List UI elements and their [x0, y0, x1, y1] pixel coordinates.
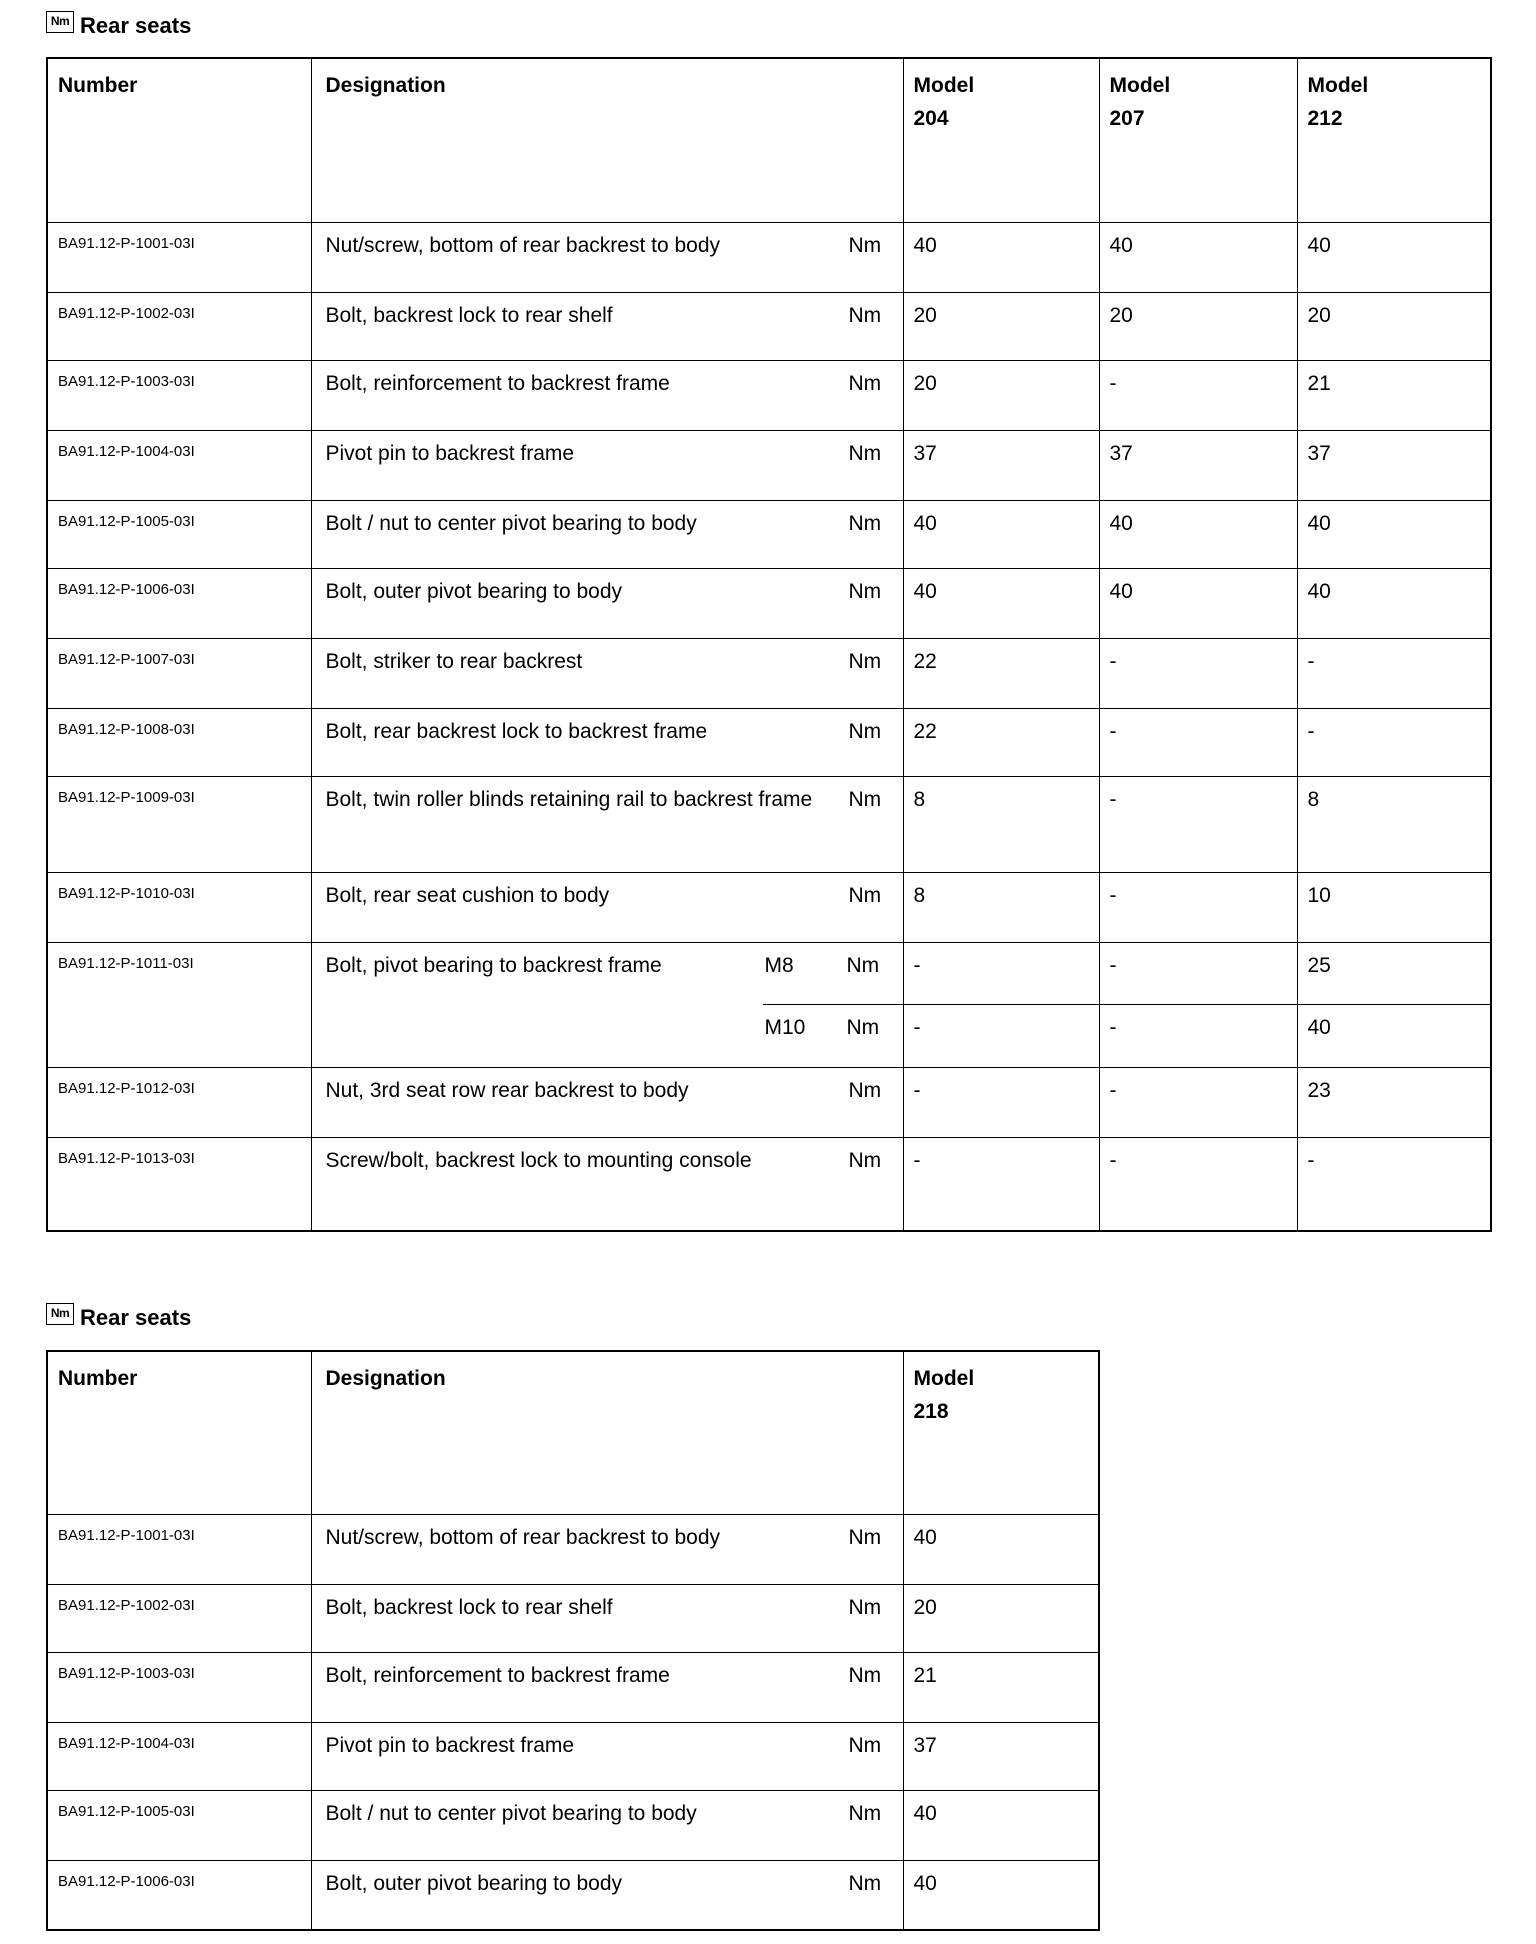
- designation-text: Bolt / nut to center pivot bearing to body: [325, 511, 697, 535]
- unit-label: Nm: [848, 579, 882, 603]
- torque-value: 10: [1297, 872, 1491, 942]
- designation-text: Bolt, rear seat cushion to body: [325, 883, 610, 907]
- torque-table-1: [46, 57, 1492, 1232]
- torque-value-cell: [1297, 942, 1491, 1067]
- section-2-title: [46, 1302, 191, 1334]
- table-row: [47, 1790, 1099, 1860]
- torque-value: -: [1099, 776, 1297, 872]
- torque-value: 20: [1099, 292, 1297, 360]
- designation-wrap: [312, 1515, 903, 1558]
- part-number: BA91.12-P-1003-03I: [47, 1652, 311, 1722]
- part-number: BA91.12-P-1012-03I: [47, 1067, 311, 1137]
- torque-table-2: [46, 1350, 1100, 1931]
- thread-size-row: [763, 1005, 903, 1067]
- torque-value: -: [913, 1015, 921, 1039]
- designation-wrap: [312, 1138, 903, 1181]
- torque-value: 37: [1297, 430, 1491, 500]
- torque-value: -: [1099, 708, 1297, 776]
- torque-value: 20: [903, 1584, 1099, 1652]
- designation-wrap: [312, 361, 903, 404]
- designation-cell: [311, 430, 903, 500]
- unit-label: Nm: [848, 233, 882, 257]
- unit-label: Nm: [848, 719, 882, 743]
- designation-cell: [311, 942, 903, 1067]
- designation-wrap: [312, 569, 903, 612]
- designation-text: Bolt, reinforcement to backrest frame: [325, 1663, 670, 1687]
- part-number: BA91.12-P-1011-03I: [47, 942, 311, 1067]
- part-number: BA91.12-P-1001-03I: [47, 222, 311, 292]
- designation-text: Nut/screw, bottom of rear backrest to body: [325, 233, 721, 257]
- torque-nm-icon: Nm: [46, 1303, 74, 1325]
- designation-text: Screw/bolt, backrest lock to mounting console: [325, 1148, 752, 1172]
- header-designation: Designation: [311, 1351, 903, 1514]
- designation-wrap: [312, 873, 903, 916]
- torque-value: -: [1099, 1137, 1297, 1231]
- designation-text: Bolt, backrest lock to rear shelf: [325, 303, 613, 327]
- table-row: [47, 1722, 1099, 1790]
- designation-wrap: [312, 1068, 903, 1111]
- torque-value: 20: [903, 292, 1099, 360]
- header-model-218: Model 218: [903, 1351, 1099, 1514]
- unit-label: Nm: [846, 953, 880, 977]
- part-number: BA91.12-P-1001-03I: [47, 1514, 311, 1584]
- unit-label: Nm: [848, 1525, 882, 1549]
- table-row: [47, 292, 1491, 360]
- unit-label: Nm: [848, 441, 882, 465]
- unit-label: Nm: [848, 787, 882, 811]
- designation-text: Pivot pin to backrest frame: [325, 441, 575, 465]
- designation-wrap: [312, 1861, 903, 1904]
- torque-value: 40: [1297, 568, 1491, 638]
- part-number: BA91.12-P-1002-03I: [47, 1584, 311, 1652]
- torque-value: -: [1099, 360, 1297, 430]
- designation-text: Bolt, backrest lock to rear shelf: [325, 1595, 613, 1619]
- section-1-title-text: Rear seats: [80, 13, 192, 38]
- designation-wrap: [312, 777, 903, 820]
- torque-value: 40: [903, 1790, 1099, 1860]
- designation-wrap: [312, 1723, 903, 1766]
- designation-cell: [311, 222, 903, 292]
- torque-value: 8: [903, 872, 1099, 942]
- designation-cell: [311, 1722, 903, 1790]
- torque-value: 37: [903, 1722, 1099, 1790]
- designation-wrap: [312, 639, 903, 682]
- designation-cell: [311, 1137, 903, 1231]
- torque-value: 40: [903, 568, 1099, 638]
- designation-text: Bolt, striker to rear backrest: [325, 649, 583, 673]
- designation-cell: [311, 872, 903, 942]
- designation-wrap: [312, 431, 903, 474]
- torque-value: 40: [1297, 222, 1491, 292]
- torque-value: 8: [1297, 776, 1491, 872]
- torque-value-split: [1100, 943, 1297, 1067]
- torque-value-cell: [903, 942, 1099, 1067]
- torque-value: 40: [903, 500, 1099, 568]
- torque-value-split: [1298, 943, 1491, 1067]
- unit-label: Nm: [848, 1733, 882, 1757]
- header-number: Number: [47, 1351, 311, 1514]
- torque-value: 40: [903, 1860, 1099, 1930]
- table-row: [47, 222, 1491, 292]
- torque-value: -: [1297, 1137, 1491, 1231]
- torque-value: -: [1099, 1067, 1297, 1137]
- unit-label: Nm: [848, 1148, 882, 1172]
- torque-value-cell: [1099, 942, 1297, 1067]
- thread-size-row: [763, 943, 903, 1005]
- designation-cell: [311, 776, 903, 872]
- designation-cell: [311, 1067, 903, 1137]
- designation-cell: [311, 1514, 903, 1584]
- part-number: BA91.12-P-1004-03I: [47, 430, 311, 500]
- part-number: BA91.12-P-1003-03I: [47, 360, 311, 430]
- unit-label: Nm: [848, 883, 882, 907]
- torque-value: -: [1109, 1015, 1117, 1039]
- torque-value: 37: [903, 430, 1099, 500]
- designation-cell: [311, 1790, 903, 1860]
- torque-value: -: [1099, 638, 1297, 708]
- designation-cell: [311, 568, 903, 638]
- designation-wrap: [312, 1791, 903, 1834]
- unit-label: Nm: [846, 1015, 880, 1039]
- section-2-title-text: Rear seats: [80, 1305, 192, 1330]
- designation-cell: [311, 292, 903, 360]
- section-1-title: [46, 10, 191, 42]
- part-number: BA91.12-P-1005-03I: [47, 500, 311, 568]
- torque-value: 21: [903, 1652, 1099, 1722]
- torque-value: -: [1297, 708, 1491, 776]
- part-number: BA91.12-P-1010-03I: [47, 872, 311, 942]
- designation-cell: [311, 638, 903, 708]
- table-row: [47, 1584, 1099, 1652]
- torque-value: 22: [903, 638, 1099, 708]
- header-number: Number: [47, 58, 311, 222]
- unit-label: Nm: [848, 1663, 882, 1687]
- torque-value: 21: [1297, 360, 1491, 430]
- header-designation: Designation: [311, 58, 903, 222]
- table-row-split: [47, 942, 1491, 1067]
- designation-text: Bolt / nut to center pivot bearing to body: [325, 1801, 697, 1825]
- designation-wrap: [312, 943, 903, 1067]
- torque-value: -: [904, 943, 1099, 1005]
- torque-value: 40: [1297, 500, 1491, 568]
- table-row: [47, 708, 1491, 776]
- torque-value: 20: [903, 360, 1099, 430]
- table-row: [47, 1137, 1491, 1231]
- designation-text: Bolt, rear backrest lock to backrest frame: [325, 719, 708, 743]
- designation-cell: [311, 1584, 903, 1652]
- table-row: [47, 872, 1491, 942]
- designation-wrap: [312, 1585, 903, 1628]
- torque-value: 8: [903, 776, 1099, 872]
- torque-nm-icon: Nm: [46, 11, 74, 33]
- table-row: [47, 360, 1491, 430]
- part-number: BA91.12-P-1002-03I: [47, 292, 311, 360]
- designation-text: Bolt, outer pivot bearing to body: [325, 579, 623, 603]
- torque-value: -: [1100, 943, 1297, 1005]
- part-number: BA91.12-P-1013-03I: [47, 1137, 311, 1231]
- unit-label: Nm: [848, 1871, 882, 1895]
- torque-value: 20: [1297, 292, 1491, 360]
- part-number: BA91.12-P-1006-03I: [47, 1860, 311, 1930]
- torque-value: -: [1297, 638, 1491, 708]
- torque-value: 40: [1307, 1015, 1331, 1039]
- torque-value: 40: [1099, 568, 1297, 638]
- thread-size-list: [763, 943, 903, 1067]
- torque-value: -: [1099, 872, 1297, 942]
- thread-size: M10: [764, 1015, 806, 1039]
- part-number: BA91.12-P-1005-03I: [47, 1790, 311, 1860]
- designation-wrap: [312, 1653, 903, 1696]
- unit-label: Nm: [848, 371, 882, 395]
- table-row: [47, 1652, 1099, 1722]
- designation-wrap: [312, 293, 903, 336]
- designation-text: Bolt, outer pivot bearing to body: [325, 1871, 623, 1895]
- table-row: [47, 1514, 1099, 1584]
- header-model-212: Model 212: [1297, 58, 1491, 222]
- unit-label: Nm: [848, 1078, 882, 1102]
- torque-value: -: [903, 1137, 1099, 1231]
- table-row: [47, 638, 1491, 708]
- designation-text: Bolt, pivot bearing to backrest frame: [325, 953, 662, 977]
- designation-wrap: [312, 709, 903, 752]
- unit-label: Nm: [848, 511, 882, 535]
- torque-value: 37: [1099, 430, 1297, 500]
- torque-value: 22: [903, 708, 1099, 776]
- torque-value: 40: [1099, 222, 1297, 292]
- designation-text: Nut, 3rd seat row rear backrest to body: [325, 1078, 689, 1102]
- thread-size: M8: [764, 953, 794, 977]
- designation-text: Bolt, twin roller blinds retaining rail to backrest frame: [325, 787, 813, 811]
- designation-wrap: [312, 223, 903, 266]
- part-number: BA91.12-P-1008-03I: [47, 708, 311, 776]
- table-row: [47, 776, 1491, 872]
- part-number: BA91.12-P-1009-03I: [47, 776, 311, 872]
- torque-value: 23: [1297, 1067, 1491, 1137]
- designation-text: Bolt, reinforcement to backrest frame: [325, 371, 670, 395]
- header-model-204: Model 204: [903, 58, 1099, 222]
- table-row: [47, 430, 1491, 500]
- header-model-207: Model 207: [1099, 58, 1297, 222]
- designation-cell: [311, 500, 903, 568]
- torque-value: -: [903, 1067, 1099, 1137]
- torque-value: 40: [903, 1514, 1099, 1584]
- unit-label: Nm: [848, 303, 882, 327]
- unit-label: Nm: [848, 649, 882, 673]
- table-row: [47, 500, 1491, 568]
- designation-wrap: [312, 501, 903, 544]
- torque-value: 40: [903, 222, 1099, 292]
- unit-label: Nm: [848, 1595, 882, 1619]
- torque-value: 25: [1298, 943, 1491, 1005]
- table-row: [47, 568, 1491, 638]
- table-row: [47, 1860, 1099, 1930]
- torque-value: 40: [1099, 500, 1297, 568]
- designation-text: Nut/screw, bottom of rear backrest to body: [325, 1525, 721, 1549]
- torque-value-split: [904, 943, 1099, 1067]
- designation-text: Pivot pin to backrest frame: [325, 1733, 575, 1757]
- designation-cell: [311, 1652, 903, 1722]
- part-number: BA91.12-P-1004-03I: [47, 1722, 311, 1790]
- table-row: [47, 1067, 1491, 1137]
- part-number: BA91.12-P-1006-03I: [47, 568, 311, 638]
- unit-label: Nm: [848, 1801, 882, 1825]
- designation-cell: [311, 1860, 903, 1930]
- designation-cell: [311, 360, 903, 430]
- designation-cell: [311, 708, 903, 776]
- part-number: BA91.12-P-1007-03I: [47, 638, 311, 708]
